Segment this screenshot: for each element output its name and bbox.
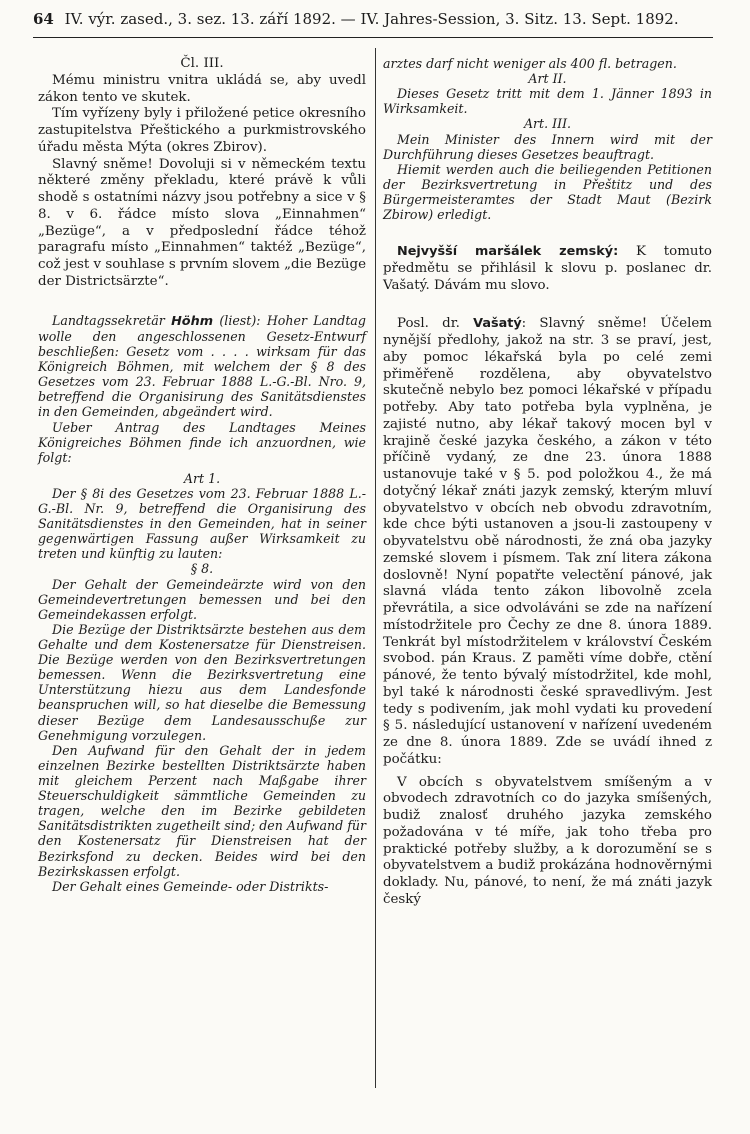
- page-number: 64: [33, 10, 54, 28]
- speaker-text: (liest): Hoher Landtag wolle den angeschlossenen Gesetz-Entwurf beschließen: Gesetz vom . . . . wirksam für das Königreich Böhmen, mit welchem der § 8 des Gesetzes vom 23. Februar 1888 L.-G.-Bl. Nro. 9, betreffend die Organisirung des Sanitätsdienstes in den Gemeinden, abgeändert wird.: [38, 312, 366, 420]
- paragraph: Ueber Antrag des Landtages Meines Königreiches Böhmen finde ich anzuordnen, wie folgt:: [38, 419, 366, 465]
- speaker-name: Vašatý: [473, 316, 522, 332]
- running-title: IV. výr. zased., 3. sez. 13. září 1892. — IV. Jahres-Session, 3. Sitz. 13. Sept. 1892.: [64, 10, 679, 28]
- article-heading: Art 1.: [183, 470, 221, 486]
- right-column: [383, 56, 712, 909]
- paragraph: Hiemit werden auch die beiliegenden Petitionen der Bezirksvertretung in Přeštitz und des Bürgermeisteramtes der Stadt Maut (Bezirk Zbirow) erledigt.: [383, 161, 712, 223]
- marshal-text: K tomuto předmětu se přihlásil k slovu p. poslanec dr. Vašatý. Dávám mu slovo.: [383, 244, 712, 293]
- quoted-ordinance: V obcích s obyvatelstvem smíšeným a v obvodech zdravotních co do jazyka smíšených, budiž znalosť druhého jazyka zemského požadována v té míře, jak toho třeba pro praktické potřeby služby, a k dorozumění se s obyvatelstvem a budiž prokázána hodnověrnými doklady. Nu, pánové, to není, že má znáti jazyk český: [383, 774, 712, 907]
- marshal-paragraph: [383, 244, 712, 294]
- paragraph: arztes darf nicht weniger als 400 fl. betragen.: [383, 56, 677, 71]
- paragraph: Der Gehalt der Gemeindeärzte wird von den Gemeindevertretungen bemessen und bei den Gemeindekassen erfolgt.: [38, 576, 366, 622]
- paragraph: Die Bezüge der Distriktsärzte bestehen aus dem Gehalte und dem Kostenersatze für Dienstreisen. Die Bezüge werden von den Bezirksvertretungen bemessen. Wenn die Bezirksvertretung eine Unterstützung hiezu aus dem Landesfonde beanspruchen will, so hat dieselbe die Bemessung dieser Bezüge dem Landesausschuße zur Genehmigung vorzulegen.: [38, 621, 366, 743]
- speaker-title: Landtagssekretär: [52, 312, 165, 328]
- speaker-paragraph: [38, 313, 366, 420]
- speaker-name: Höhm: [171, 313, 214, 329]
- paragraph: Tím vyřízeny byly i přiložené petice okresního zastupitelstva Přeštického a purkmistrovského úřadu města Mýta (okres Zbirov).: [38, 106, 366, 155]
- speech-text: : Slavný sněme! Účelem nynější předlohy, jakož na str. 3 se praví, jest, aby pomoc lékařská byla po celé zemi přiměřeně rozdělena, aby obyvatelstvo skutečně nebylo bez pomoci lékařské v případu potřeby. Aby tato potřeba byla vyplněna, je zajisté nutno, aby lékař takový mocen byl v krajině české jazyka českého, a zákon v této příčině vydaný, ze dne 23. února 1888 ustanovuje také v § 5. pod položkou 4., že má dotyčný lékař znáti jazyk zemský, kterým mluví obyvatelstvo v obcích neb obvodu zdravotním, kde chce býti ustanoven a jsou-li zastoupeny v obyvatelstvu obě národnosti, že zná oba jazyky zemské slovem i písmem. Tak zní litera zákona doslovně! Nyní popatřte velectění pánové, jak slavná vláda tento zákon libovolně zcela převrátila, a sice odvoláváni se zde na nařízení místodržitele pro Čechy ze dne 8. února 1889. Tenkrát byl místodržitelem v království Českém svobod. pán Kraus. Z paměti víme dobře, ctění pánové, že tento bývalý místodržitel, kde mohl, byl také k národnosti české spravedlivým. Jest tedy s podivením, jak mohl vydati ku provedení § 5. následující ustanovení v nařízení uvedeném ze dne 8. února 1889. Zde se uvádí ihned z počátku:: [383, 316, 712, 767]
- paragraph: Mému ministru vnitra ukládá se, aby uvedl zákon tento ve skutek.: [38, 72, 366, 105]
- header-rule: [33, 37, 713, 38]
- article-heading: Art. III.: [523, 116, 572, 132]
- paragraph-heading: § 8.: [190, 561, 214, 577]
- marshal-name: Nejvyšší maršálek zemský:: [397, 244, 619, 260]
- paragraph: Den Aufwand für den Gehalt der in jedem einzelnen Bezirke bestellten Distriktsärzte haben mit gleichem Perzent nach Maßgabe ihrer Steuerschuldigkeit sämmtliche Gemeinden zu tragen, welche den im Bezirke gebildeten Sanitätsdistrikten zugetheilt sind; den Aufwand für den Kostenersatz für Dienstreisen hat der Bezirksfond zu decken. Beides wird bei den Bezirkskassen erfolgt.: [38, 742, 366, 879]
- article-heading: Art II.: [528, 71, 567, 87]
- speaker-title: Posl. dr.: [397, 316, 460, 332]
- running-header: [33, 10, 713, 40]
- paragraph: Der Gehalt eines Gemeinde- oder Distrikts-: [52, 878, 329, 894]
- left-column: [38, 56, 366, 894]
- paragraph: Dieses Gesetz tritt mit dem 1. Jänner 1893 in Wirksamkeit.: [383, 86, 712, 117]
- paragraph: Mein Minister des Innern wird mit der Durchführung dieses Gesetzes beauftragt.: [383, 131, 712, 162]
- paragraph: Slavný sněme! Dovoluji si v německém textu některé změny překladu, které právě k vůli shodě s ostatními názvy jsou potřebny a sice v § 8. v 6. řádce místo slova „Einnahmen“ „Bezüge“, a v předposlední řádce téhož paragrafu místo „Einnahmen“ taktéž „Bezüge“, což jest v souhlase s prvním slovem „die Bezüge der Districtsärzte“.: [38, 156, 366, 289]
- speech-paragraph: [383, 316, 712, 768]
- column-divider: [375, 48, 376, 1088]
- section-heading: Čl. III.: [180, 56, 224, 71]
- paragraph: Der § 8i des Gesetzes vom 23. Februar 1888 L.-G.-Bl. Nr. 9, betreffend die Organisirung des Sanitätsdienstes in den Gemeinden, hat in seiner gegenwärtigen Fassung außer Wirksamkeit zu treten und künftig zu lauten:: [38, 485, 366, 562]
